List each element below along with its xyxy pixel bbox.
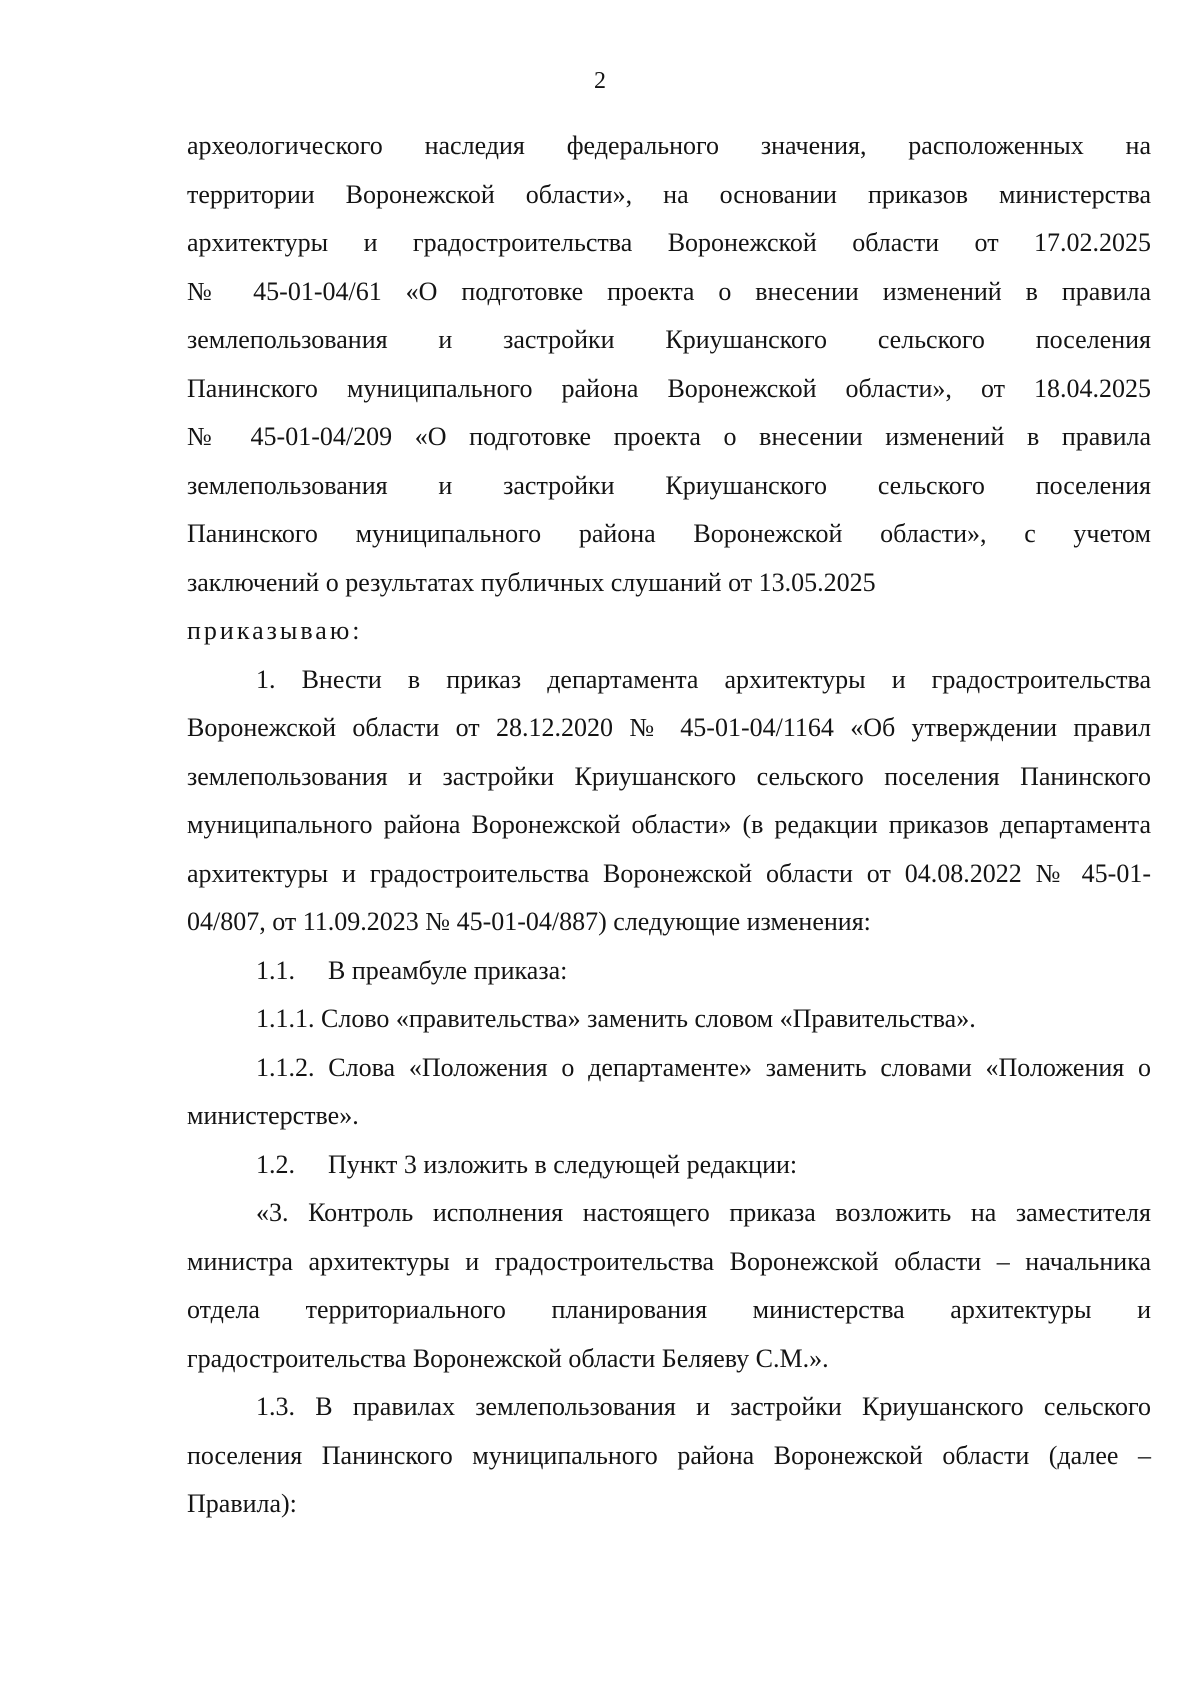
paragraph-1-1-number: 1.1. xyxy=(256,955,295,985)
paragraph-1: 1. Внести в приказ департамента архитектуры и градостроительства Воронежской области от 28.12.2020 № 45-01-04/1164 «Об утверждении правил землепользования и застройки Криушанского сельского поселения Панинского муниципального района Воронежской области» (в редакции приказов департамента архитектуры и градостроительства Воронежской области от 04.08.2022 № 45-01-04/807, от 11.09.2023 № 45-01-04/887) следующие изменения: xyxy=(187,664,1151,936)
intro-line: архитектуры и градостроительства Воронежской области от 17.02.2025 xyxy=(187,228,1151,257)
intro-line: № 45-01-04/209 «О подготовке проекта о внесении изменений в правила xyxy=(187,422,1151,451)
paragraph-1-1 xyxy=(187,947,1151,996)
paragraph-3-quote: «3. Контроль исполнения настоящего приказа возложить на заместителя министра архитектуры и градостроительства Воронежской области – начальника отдела территориального планирования министерства архитектуры и градостроительства Воронежской области Беляеву С.М.». xyxy=(187,1198,1151,1373)
paragraph-1-1-text: В преамбуле приказа: xyxy=(328,955,568,985)
intro-line: землепользования и застройки Криушанского сельского поселения xyxy=(187,325,1151,354)
intro-line: землепользования и застройки Криушанского сельского поселения xyxy=(187,470,1151,500)
order-word: приказываю: xyxy=(187,616,363,645)
paragraph-1-3: 1.3. В правилах землепользования и застройки Криушанского сельского поселения Панинского муниципального района Воронежской области (далее – Правила): xyxy=(187,1392,1151,1518)
page-number: 2 xyxy=(594,68,606,94)
paragraph-1-1-2: 1.1.2. Слова «Положения о департаменте» заменить словами «Положения о министерстве». xyxy=(187,1052,1151,1130)
intro-line: Панинского муниципального района Воронежской области», от 18.04.2025 xyxy=(187,373,1151,403)
intro-line: № 45-01-04/61 «О подготовке проекта о внесении изменений в правила xyxy=(187,276,1151,306)
paragraph-1-2-text: Пункт 3 изложить в следующей редакции: xyxy=(328,1149,798,1179)
paragraph-1-2 xyxy=(187,1141,1151,1190)
intro-line: археологического наследия федерального значения, расположенных на xyxy=(187,131,1151,160)
document-body xyxy=(187,122,1151,1529)
paragraph-1-2-number: 1.2. xyxy=(256,1149,295,1179)
intro-line: территории Воронежской области», на основании приказов министерства xyxy=(187,179,1151,209)
intro-line: Панинского муниципального района Воронежской области», с учетом xyxy=(187,519,1151,548)
intro-line: заключений о результатах публичных слушаний от 13.05.2025 xyxy=(187,567,876,597)
paragraph-1-1-1: 1.1.1. Слово «правительства» заменить словом «Правительства». xyxy=(256,1004,976,1033)
